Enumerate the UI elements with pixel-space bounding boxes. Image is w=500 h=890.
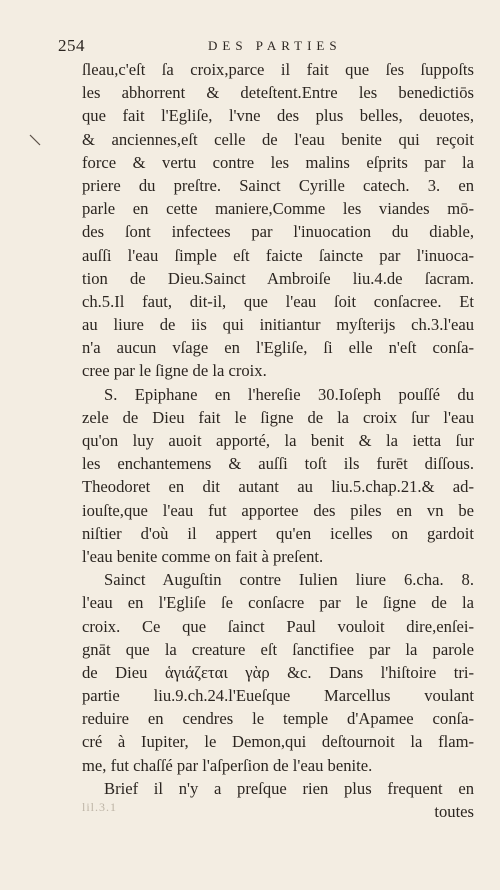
text-line: Sainct Auguſtin contre Iulien liure 6.cha. 8.	[104, 570, 474, 590]
text-line: Theodoret en dit autant au liu.5.chap.21.& ad-	[82, 477, 474, 497]
text-line: niſtier d'où il appert qu'en icelles on gardoit	[82, 523, 474, 543]
faint-mark: lil.3.1	[82, 800, 118, 814]
text-line: que fait l'Egliſe, l'vne des plus belles, deuotes,	[82, 106, 474, 126]
text-line: ſleau,c'eſt ſa croix,parce il fait que ſes ſuppoſts	[82, 60, 474, 79]
text-line: des ſont infectees par l'inuocation du diable,	[82, 222, 474, 242]
text-line: l'eau benite comme on fait à preſent.	[82, 546, 324, 566]
text-line: cré à Iupiter, le Demon,qui deſtournoit la flam-	[82, 732, 474, 752]
text-line: Brief il n'y a preſque rien plus frequent en	[104, 778, 474, 798]
text-line: me, fut chaſſé par l'aſperſion de l'eau benite.	[82, 755, 373, 775]
text-line: tion de Dieu.Sainct Ambroiſe liu.4.de ſacram.	[82, 268, 474, 288]
text-line: & anciennes,eſt celle de l'eau benite qui reçoit	[82, 129, 474, 149]
body-text	[82, 58, 474, 823]
text-line: auſſi l'eau ſimple eſt faicte ſaincte par l'inuoca-	[82, 245, 474, 265]
text-line: zele de Dieu fait le ſigne de la croix ſur l'eau	[82, 407, 474, 427]
running-head: DES PARTIES	[208, 38, 342, 53]
text-line: ch.5.Il faut, dit-il, que l'eau ſoit conſacree. Et	[82, 291, 474, 311]
text-line: l'eau en l'Egliſe ſe conſacre par le ſigne de la	[82, 593, 474, 613]
text-line: les enchantemens & auſſi toſt ils furēt diſſous.	[82, 454, 474, 474]
text-line: force & vertu contre les malins eſprits par la	[82, 152, 474, 172]
margin-mark-icon	[28, 133, 42, 147]
text-line: S. Epiphane en l'hereſie 30.Ioſeph pouſſé du	[104, 384, 474, 404]
text-line: gnāt que la creature eſt ſanctifiee par la parole	[82, 639, 474, 659]
text-line: croix. Ce que ſainct Paul vouloit dire,enſei-	[82, 616, 474, 636]
text-line: les abhorrent & deteſtent.Entre les benedictiōs	[82, 83, 474, 103]
text-line: qu'on luy auoit apporté, la benit & la ietta ſur	[82, 431, 474, 450]
page-header	[58, 34, 468, 60]
text-line: au liure de iis qui initiantur myſterijs ch.3.l'eau	[82, 315, 474, 335]
page-number: 254	[58, 36, 85, 55]
text-line: parle en cette maniere,Comme les viandes mō-	[82, 199, 474, 219]
text-line: priere du preſtre. Sainct Cyrille catech. 3. en	[82, 175, 474, 195]
catchword: toutes	[434, 802, 474, 821]
text-line: cree par le ſigne de la croix.	[82, 361, 267, 381]
text-line: reduire en cendres le temple d'Apamee conſa-	[82, 709, 474, 729]
text-line: n'a aucun vſage en l'Egliſe, ſi elle n'eſt conſa-	[82, 338, 474, 358]
text-line: partie liu.9.ch.24.l'Eueſque Marcellus voulant	[82, 686, 474, 706]
text-line: de Dieu ἁγιάζεται γὰρ &c. Dans l'hiſtoire tri-	[82, 662, 474, 682]
text-line: iouſte,que l'eau fut apportee des piles en vn be	[82, 500, 474, 520]
